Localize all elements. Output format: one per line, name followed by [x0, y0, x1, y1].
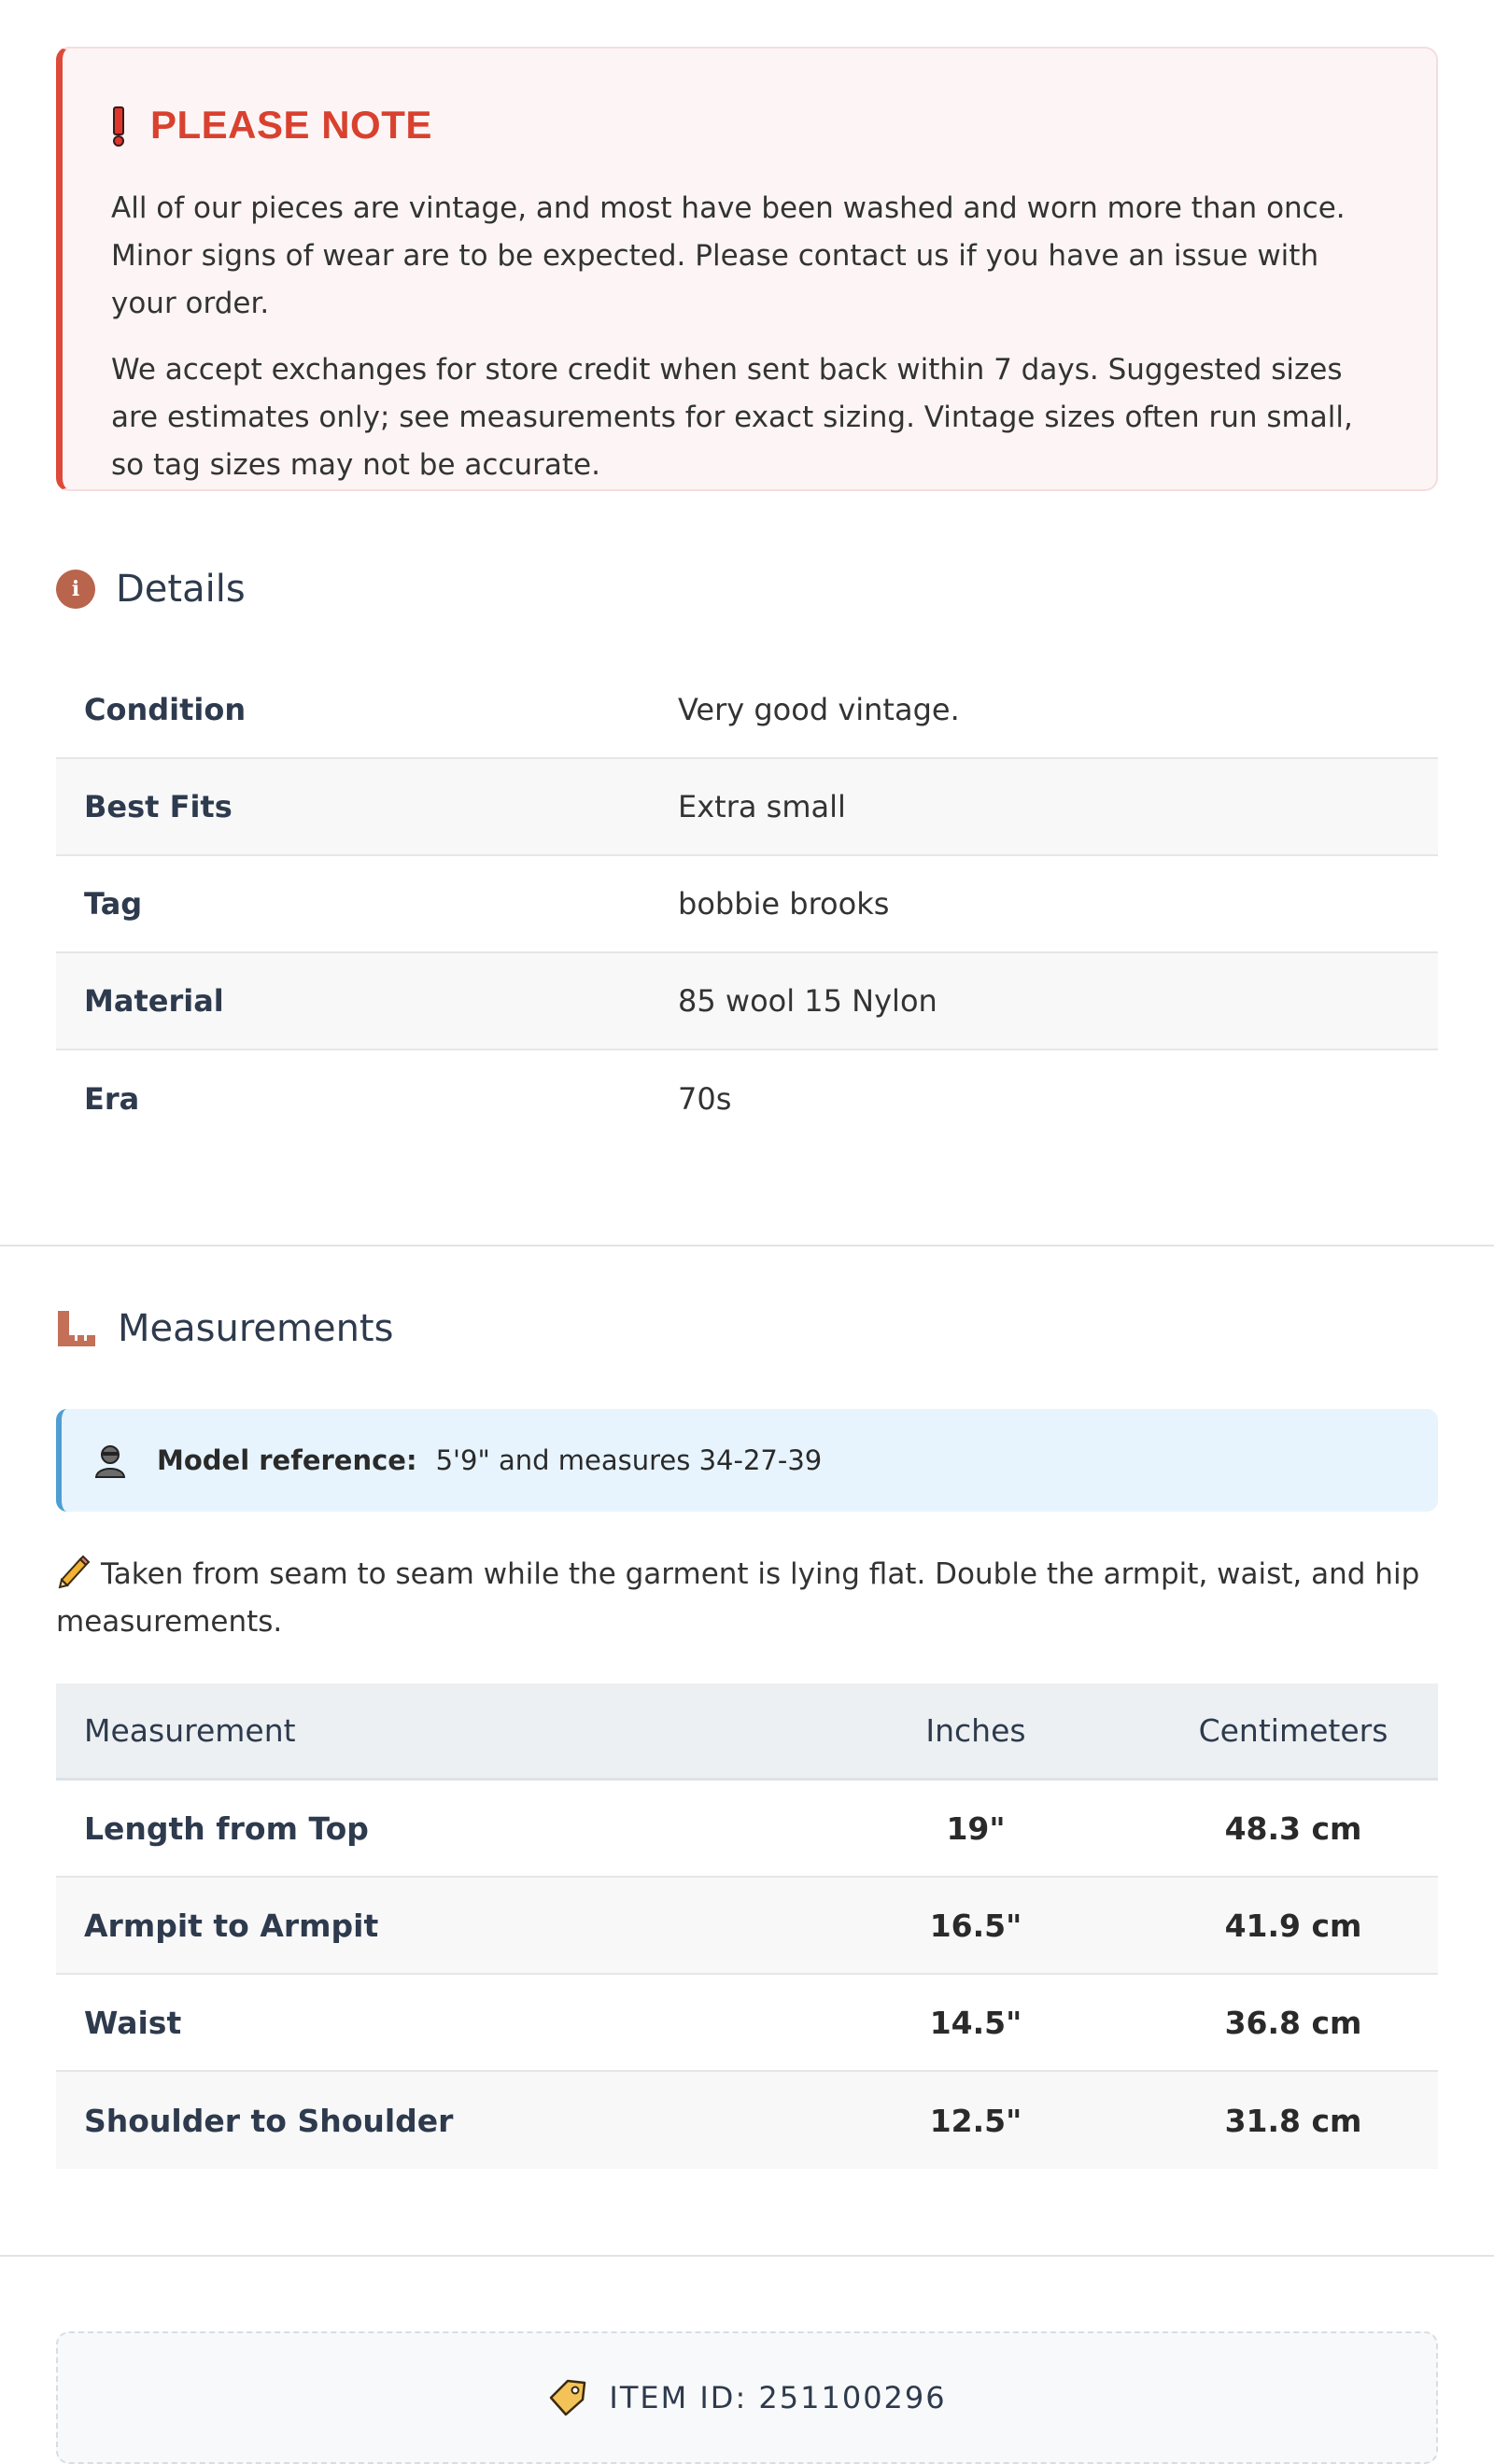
measurement-cm: 36.8 cm	[1224, 2004, 1362, 2041]
details-label: Material	[84, 983, 224, 1019]
details-row-condition	[56, 662, 1438, 759]
notice-title-row	[111, 103, 1389, 148]
details-row-era	[56, 1050, 1438, 1148]
measurement-cm: 31.8 cm	[1224, 2102, 1362, 2139]
measurement-name: Shoulder to Shoulder	[84, 2102, 454, 2139]
table-row	[56, 1975, 1438, 2072]
details-value: Very good vintage.	[678, 692, 960, 727]
measurement-inches: 12.5"	[929, 2102, 1022, 2139]
tag-icon	[547, 2377, 588, 2418]
details-label: Tag	[84, 886, 143, 922]
section-divider	[0, 2255, 1494, 2257]
item-id-label: ITEM ID: 251100296	[609, 2380, 947, 2415]
model-reference-label: Model reference:	[157, 1444, 417, 1476]
details-row-tag	[56, 856, 1438, 953]
notice-paragraph-2: We accept exchanges for store credit when sent back within 7 days. Suggested sizes are estimates only; see measurements for exact sizing. Vintage sizes often run small, so tag sizes may not be accurate.	[111, 353, 1353, 482]
details-header	[56, 561, 1438, 617]
details-table	[56, 662, 1438, 1148]
measurement-cm: 41.9 cm	[1224, 1907, 1362, 1944]
column-header-inches: Inches	[925, 1712, 1026, 1749]
item-id-box	[56, 2331, 1438, 2464]
column-header-measurement: Measurement	[84, 1712, 296, 1749]
ruler-icon	[56, 1309, 97, 1348]
details-row-best-fits	[56, 759, 1438, 856]
details-row-material	[56, 953, 1438, 1050]
table-row	[56, 1781, 1438, 1878]
measurements-table	[56, 1683, 1438, 2169]
measurement-name: Armpit to Armpit	[84, 1907, 379, 1944]
measurements-heading: Measurements	[118, 1307, 394, 1350]
measurement-cm: 48.3 cm	[1224, 1809, 1362, 1847]
pencil-icon	[56, 1554, 92, 1589]
exclamation-icon	[111, 106, 122, 144]
model-reference-value: 5'9" and measures 34-27-39	[435, 1444, 823, 1476]
details-label: Best Fits	[84, 789, 233, 824]
measurement-name: Waist	[84, 2004, 182, 2041]
table-row	[56, 1878, 1438, 1975]
measurements-header	[56, 1301, 1438, 1357]
details-heading: Details	[116, 568, 246, 611]
details-label: Era	[84, 1081, 140, 1117]
measurement-note-text: Taken from seam to seam while the garment is lying flat. Double the armpit, waist, and hip measurements.	[56, 1557, 1420, 1639]
measurement-note	[56, 1551, 1438, 1646]
details-value: 85 wool 15 Nylon	[678, 983, 937, 1019]
details-label: Condition	[84, 692, 247, 727]
please-note-notice	[56, 47, 1438, 491]
table-row	[56, 2072, 1438, 2169]
measurements-section	[56, 1301, 1438, 2169]
measurement-inches: 19"	[946, 1809, 1006, 1847]
details-value: 70s	[678, 1081, 732, 1117]
table-header-row	[56, 1683, 1438, 1781]
measurement-inches: 14.5"	[929, 2004, 1022, 2041]
measurement-inches: 16.5"	[929, 1907, 1022, 1944]
measurement-name: Length from Top	[84, 1809, 369, 1847]
model-reference-box	[56, 1409, 1438, 1512]
notice-title: PLEASE NOTE	[150, 103, 432, 147]
info-icon: i	[56, 570, 95, 609]
details-value: bobbie brooks	[678, 886, 890, 922]
notice-paragraph-1: All of our pieces are vintage, and most have been washed and worn more than once. Minor signs of wear are to be expected. Please contact us if you have an issue with your order.	[111, 191, 1346, 320]
details-value: Extra small	[678, 789, 846, 824]
section-divider	[0, 1245, 1494, 1246]
person-icon	[92, 1442, 129, 1479]
column-header-centimeters: Centimeters	[1198, 1712, 1388, 1749]
details-section	[56, 561, 1438, 1148]
